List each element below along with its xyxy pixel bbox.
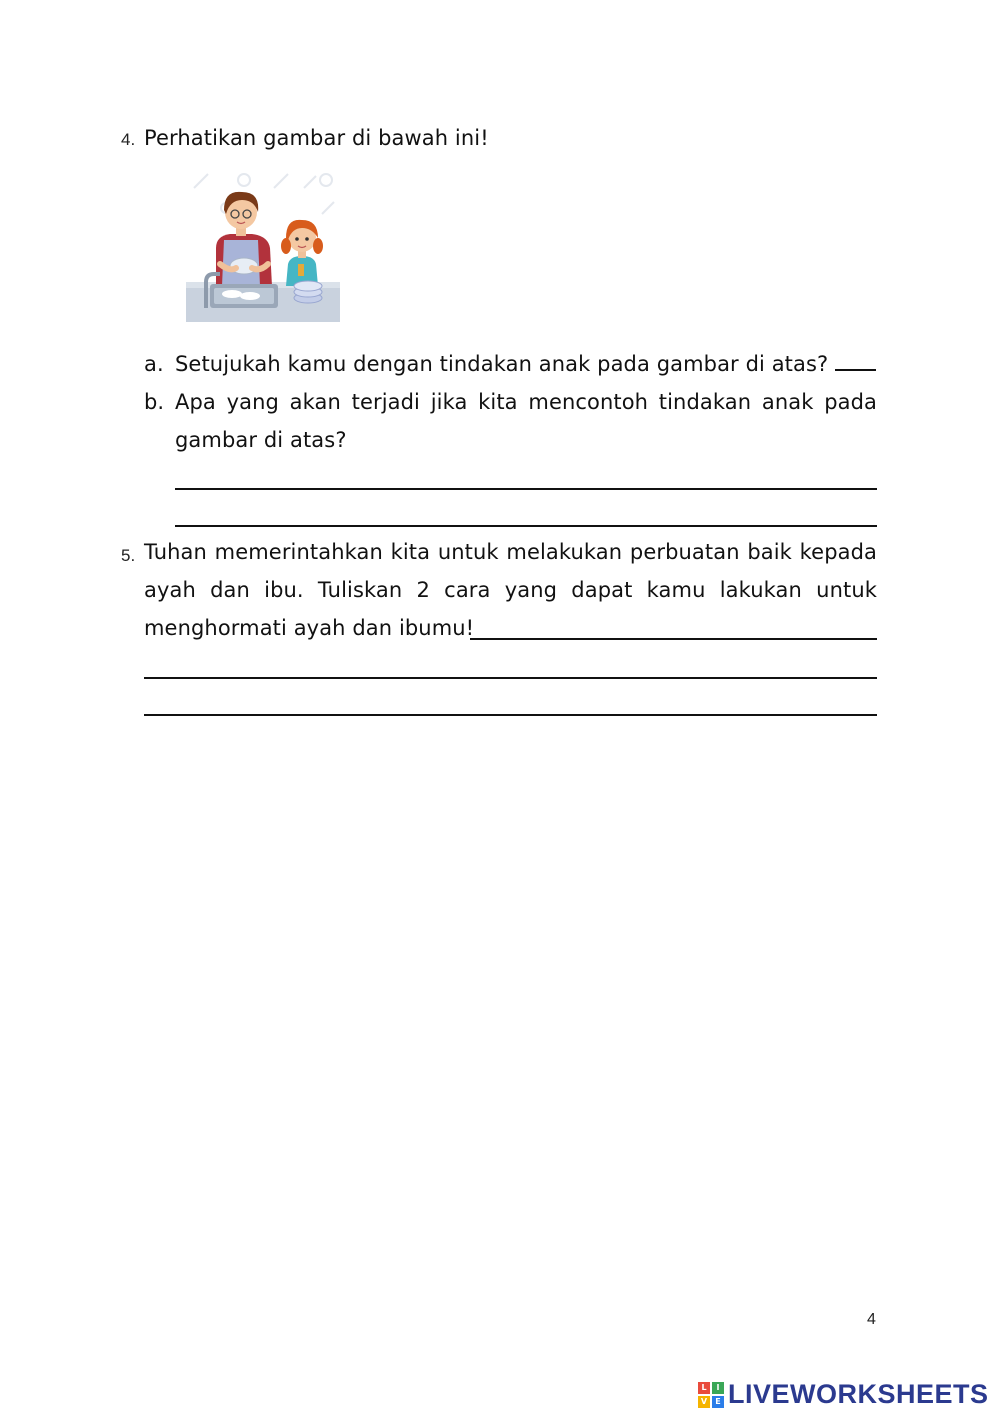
- logo-tile-3: V: [698, 1396, 710, 1408]
- question-5-answer-line-1[interactable]: [144, 677, 877, 679]
- question-4b-label: b.: [144, 390, 165, 414]
- question-4b-answer-line-2[interactable]: [175, 525, 877, 527]
- question-4a-text: [175, 345, 877, 383]
- question-4-prompt: Perhatikan gambar di bawah ini!: [144, 126, 489, 150]
- question-5-line-1: Tuhan memerintahkan kita untuk melakukan perbuatan baik kepada: [144, 540, 877, 564]
- page-number: 4: [867, 1311, 876, 1328]
- mother-daughter-washing-dishes-image: [186, 168, 340, 322]
- question-5-line-3-text: menghormati ayah dan ibumu!: [144, 616, 475, 640]
- liveworksheets-logo-icon: [698, 1382, 724, 1408]
- question-4-number: 4.: [121, 130, 136, 149]
- question-4a-answer-blank[interactable]: [835, 347, 876, 371]
- question-5-number: 5.: [121, 546, 136, 565]
- question-5-answer-line-2[interactable]: [144, 714, 877, 716]
- question-4b-line-1: Apa yang akan terjadi jika kita mencontoh tindakan anak pada: [175, 390, 877, 414]
- logo-tile-4: E: [712, 1396, 724, 1408]
- question-4a-label: a.: [144, 352, 164, 376]
- logo-tile-2: I: [712, 1382, 724, 1394]
- logo-tile-1: L: [698, 1382, 710, 1394]
- dishwashing-illustration: [186, 168, 340, 322]
- liveworksheets-wordmark: LIVEWORKSHEETS: [728, 1379, 989, 1409]
- question-4b-line-2: gambar di atas?: [175, 428, 347, 452]
- liveworksheets-logo: [698, 1379, 989, 1410]
- question-4a-question: Setujukah kamu dengan tindakan anak pada gambar di atas?: [175, 352, 829, 376]
- question-4b-answer-line-1[interactable]: [175, 488, 877, 490]
- question-5-line-2: ayah dan ibu. Tuliskan 2 cara yang dapat kamu lakukan untuk: [144, 578, 877, 602]
- question-5-line-3: [144, 609, 877, 647]
- question-5-answer-inline-line[interactable]: [470, 638, 877, 640]
